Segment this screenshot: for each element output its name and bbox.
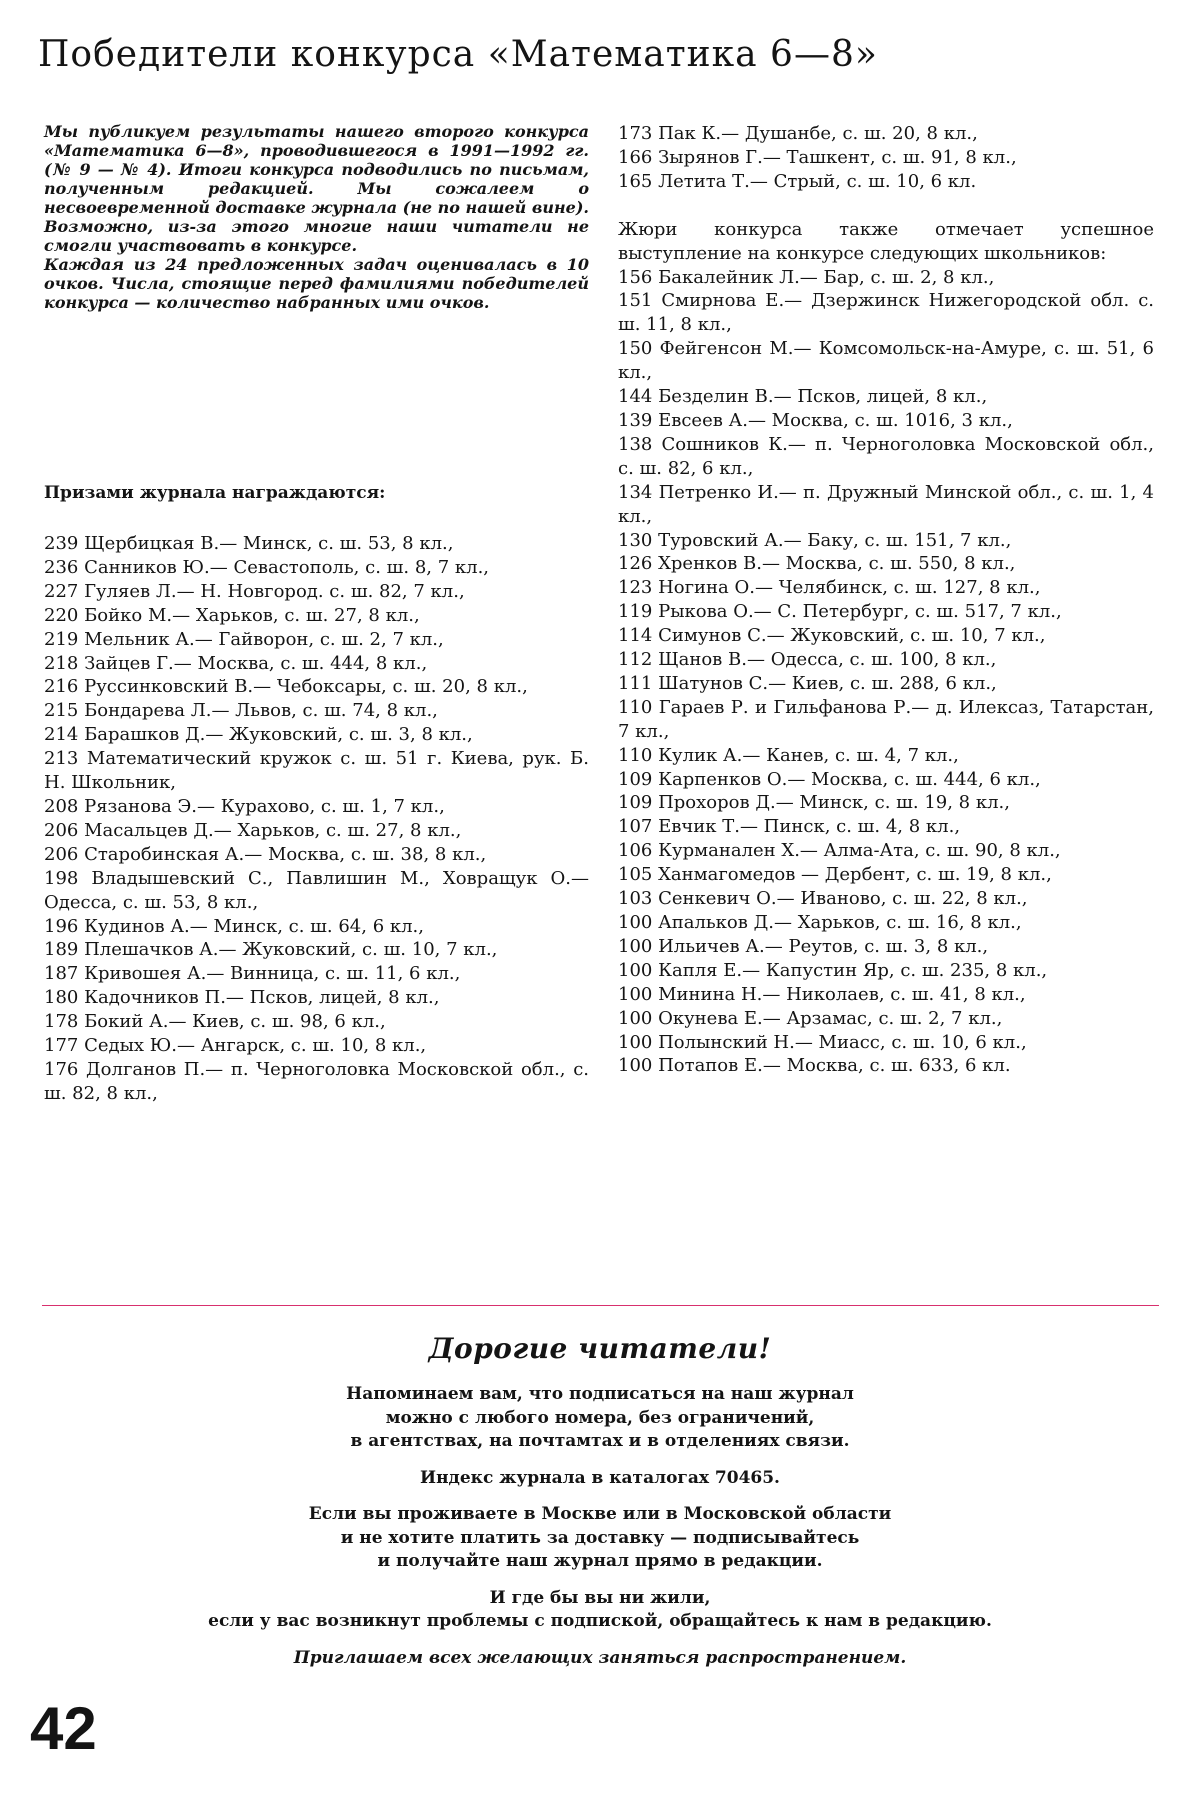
list-item: 196 Кудинов А.— Минск, с. ш. 64, 6 кл.,	[44, 915, 424, 937]
list-item: 130 Туровский А.— Баку, с. ш. 151, 7 кл.,	[618, 529, 1012, 551]
list-item: 227 Гуляев Л.— Н. Новгород. с. ш. 82, 7 кл.,	[44, 580, 465, 602]
list-item: 214 Барашков Д.— Жуковский, с. ш. 3, 8 кл.,	[44, 724, 473, 746]
list-item: 177 Седых Ю.— Ангарск, с. ш. 10, 8 кл.,	[44, 1035, 427, 1057]
list-item: 144 Безделин В.— Псков, лицей, 8 кл.,	[618, 386, 988, 408]
list-item: 134 Петренко И.— п. Дружный Минской обл., с. ш. 1, 4 кл.,	[618, 481, 1154, 527]
intro-paragraph-1: Мы публикуем результаты нашего второго конкурса «Математика 6—8», проводившегося в 1991—1992 гг. (№ 9 — № 4). Итоги конкурса подводились по письмам, полученным редакцией. Мы сожалеем о несвоевременной доставке журнала (не по нашей вине). Возможно, из-за этого многие наши читатели не смогли участвовать в конкурсе.	[44, 122, 589, 255]
list-item: 150 Фейгенсон М.— Комсомольск-на-Амуре, с. ш. 51, 6 кл.,	[618, 338, 1154, 384]
list-item: 216 Руссинковский В.— Чебоксары, с. ш. 20, 8 кл.,	[44, 676, 528, 698]
list-item: 239 Щербицкая В.— Минск, с. ш. 53, 8 кл.,	[44, 533, 454, 554]
list-item: 236 Санников Ю.— Севастополь, с. ш. 8, 7 кл.,	[44, 556, 490, 578]
list-item: 109 Карпенков О.— Москва, с. ш. 444, 6 кл.,	[618, 768, 1041, 790]
notice-heading: Дорогие читатели!	[428, 1332, 772, 1365]
spacer	[618, 194, 1154, 218]
intro-paragraph-2: Каждая из 24 предложенных задач оценивалась в 10 очков. Числа, стоящие перед фамилиями победителей конкурса — количество набранных ими очков.	[44, 255, 589, 312]
page-number: 42	[30, 1695, 97, 1762]
list-item: 206 Масальцев Д.— Харьков, с. ш. 27, 8 кл.,	[44, 819, 462, 841]
notice-line: Если вы проживаете в Москве или в Московской области	[308, 1504, 892, 1524]
list-item: 173 Пак К.— Душанбе, с. ш. 20, 8 кл.,	[618, 123, 978, 144]
list-item: 178 Бокий А.— Киев, с. ш. 98, 6 кл.,	[44, 1011, 386, 1033]
list-item: 109 Прохоров Д.— Минск, с. ш. 19, 8 кл.,	[618, 792, 1010, 814]
notice-paragraph-3	[120, 1503, 1080, 1574]
list-item: 219 Мельник А.— Гайворон, с. ш. 2, 7 кл.,	[44, 628, 444, 650]
page-title: Победители конкурса «Математика 6—8»	[38, 34, 878, 75]
notice-line: можно с любого номера, без ограничений,	[385, 1407, 815, 1428]
list-item: 100 Ильичев А.— Реутов, с. ш. 3, 8 кл.,	[618, 935, 989, 957]
prizes-heading: Призами журнала награждаются:	[44, 483, 386, 503]
list-item: 189 Плешачков А.— Жуковский, с. ш. 10, 7 кл.,	[44, 939, 498, 961]
list-item: 138 Сошников К.— п. Черноголовка Московской обл., с. ш. 82, 6 кл.,	[618, 433, 1154, 479]
right-column	[618, 122, 1154, 1078]
list-item: 100 Окунева Е.— Арзамас, с. ш. 2, 7 кл.,	[618, 1007, 1003, 1029]
list-item: 218 Зайцев Г.— Москва, с. ш. 444, 8 кл.,	[44, 652, 428, 674]
list-item: 100 Минина Н.— Николаев, с. ш. 41, 8 кл.,	[618, 983, 1026, 1005]
subscription-notice	[120, 1332, 1080, 1683]
section-divider	[42, 1305, 1159, 1306]
list-item: 187 Кривошея А.— Винница, с. ш. 11, 6 кл.,	[44, 963, 461, 985]
jury-note: Жюри конкурса также отмечает успешное выступление на конкурсе следующих школьников:	[618, 218, 1154, 264]
list-item: 123 Ногина О.— Челябинск, с. ш. 127, 8 кл.,	[618, 577, 1041, 599]
notice-line: в агентствах, на почтамтах и в отделениях связи.	[350, 1431, 850, 1451]
list-item: 100 Апальков Д.— Харьков, с. ш. 16, 8 кл.,	[618, 912, 1022, 933]
list-item: 110 Гараев Р. и Гильфанова Р.— д. Илексаз, Татарстан, 7 кл.,	[618, 696, 1154, 742]
notice-paragraph-2: Индекс журнала в каталогах 70465.	[420, 1467, 780, 1488]
notice-line: И где бы вы ни жили,	[489, 1587, 711, 1608]
list-item: 166 Зырянов Г.— Ташкент, с. ш. 91, 8 кл.,	[618, 146, 1017, 168]
notice-paragraph-5: Приглашаем всех желающих заняться распространением.	[293, 1647, 907, 1668]
notice-line: и не хотите платить за доставку — подписывайтесь	[340, 1527, 860, 1548]
list-item: 107 Евчик Т.— Пинск, с. ш. 4, 8 кл.,	[618, 816, 961, 838]
notice-paragraph-1	[120, 1383, 1080, 1454]
list-item: 220 Бойко М.— Харьков, с. ш. 27, 8 кл.,	[44, 604, 420, 626]
list-item: 139 Евсеев А.— Москва, с. ш. 1016, 3 кл.,	[618, 409, 1013, 431]
list-item: 103 Сенкевич О.— Иваново, с. ш. 22, 8 кл.,	[618, 888, 1028, 910]
list-item: 176 Долганов П.— п. Черноголовка Московской обл., с. ш. 82, 8 кл.,	[44, 1058, 589, 1104]
list-item: 100 Полынский Н.— Миасс, с. ш. 10, 6 кл.,	[618, 1031, 1027, 1053]
notice-line: и получайте наш журнал прямо в редакции.	[377, 1551, 823, 1571]
list-item: 112 Щанов В.— Одесса, с. ш. 100, 8 кл.,	[618, 649, 997, 671]
list-item: 206 Старобинская А.— Москва, с. ш. 38, 8 кл.,	[44, 843, 487, 865]
list-item: 119 Рыкова О.— С. Петербург, с. ш. 517, 7 кл.,	[618, 601, 1062, 623]
notice-line: если у вас возникнут проблемы с подпиской, обращайтесь к нам в редакцию.	[208, 1611, 992, 1631]
list-item: 156 Бакалейник Л.— Бар, с. ш. 2, 8 кл.,	[618, 266, 995, 288]
intro-text	[44, 122, 589, 312]
list-item: 165 Летита Т.— Стрый, с. ш. 10, 6 кл.	[618, 170, 977, 192]
list-item: 126 Хренков В.— Москва, с. ш. 550, 8 кл.,	[618, 553, 1016, 575]
list-item: 198 Владышевский С., Павлишин М., Ховращук О.— Одесса, с. ш. 53, 8 кл.,	[44, 867, 589, 913]
list-item: 100 Капля Е.— Капустин Яр, с. ш. 235, 8 кл.,	[618, 959, 1048, 981]
list-item: 106 Курманален Х.— Алма-Ата, с. ш. 90, 8 кл.,	[618, 840, 1061, 862]
notice-paragraph-4	[120, 1587, 1080, 1634]
list-item: 213 Математический кружок с. ш. 51 г. Киева, рук. Б. Н. Школьник,	[44, 748, 589, 794]
notice-line: Напоминаем вам, что подписаться на наш журнал	[346, 1384, 854, 1404]
list-item: 110 Кулик А.— Канев, с. ш. 4, 7 кл.,	[618, 744, 959, 766]
list-item: 180 Кадочников П.— Псков, лицей, 8 кл.,	[44, 987, 440, 1009]
list-item: 105 Ханмагомедов — Дербент, с. ш. 19, 8 кл.,	[618, 864, 1052, 886]
list-item: 100 Потапов Е.— Москва, с. ш. 633, 6 кл.	[618, 1055, 1011, 1077]
list-item: 114 Симунов С.— Жуковский, с. ш. 10, 7 кл.,	[618, 625, 1046, 647]
list-item: 151 Смирнова Е.— Дзержинск Нижегородской обл. с. ш. 11, 8 кл.,	[618, 290, 1154, 336]
list-item: 208 Рязанова Э.— Курахово, с. ш. 1, 7 кл.,	[44, 795, 445, 817]
left-column	[44, 122, 589, 1104]
list-item: 111 Шатунов С.— Киев, с. ш. 288, 6 кл.,	[618, 672, 997, 694]
list-item: 215 Бондарева Л.— Львов, с. ш. 74, 8 кл.,	[44, 700, 438, 722]
winners-list-left	[44, 532, 589, 1106]
